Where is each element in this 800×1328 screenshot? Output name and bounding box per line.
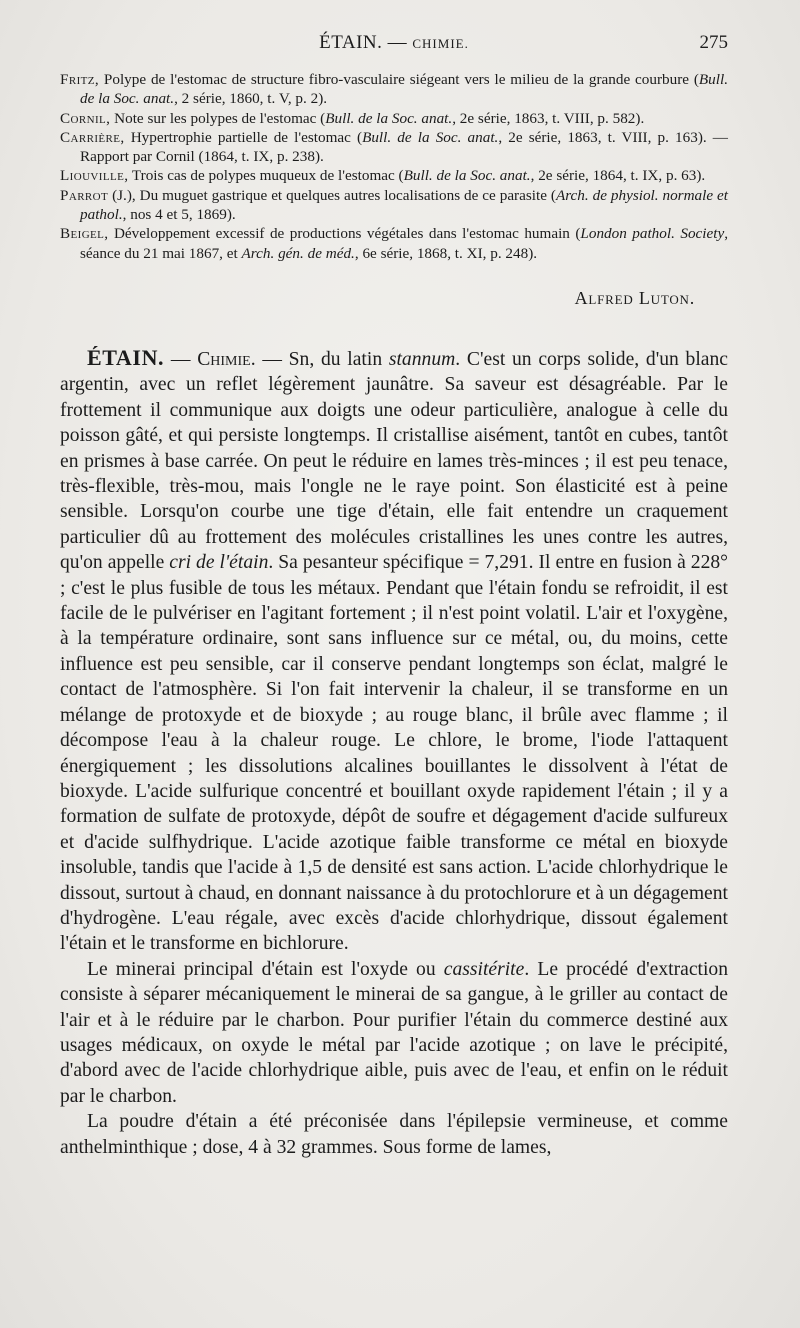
- entry-text: , 2e série, 1863, t. VIII, p. 582).: [452, 109, 645, 127]
- entry-text: , séance du 21 mai 1867, et: [80, 225, 728, 262]
- entry-text: (J.), Du muguet gastrique et quelques autres localisations de ce parasite (: [108, 186, 556, 204]
- entry-journal: Bull. de la Soc. anat.: [403, 167, 531, 185]
- author-signature: Alfred Luton.: [574, 288, 695, 308]
- entry-journal: Arch. de physiol. normale et pathol.: [80, 186, 728, 224]
- entry-text: , 2e série, 1864, t. IX, p. 63).: [530, 167, 706, 185]
- entry-text: Hypertrophie partielle de l'estomac (: [124, 128, 363, 146]
- entry-author: Parrot: [60, 186, 109, 204]
- bibliography-entry: [60, 224, 728, 263]
- running-head: [60, 32, 728, 62]
- entry-text: , 6e série, 1868, t. XI, p. 248).: [354, 244, 538, 262]
- entry-text: Note sur les polypes de l'estomac (: [110, 109, 326, 127]
- italic-term: cri de l'étain: [169, 552, 269, 574]
- article-paragraph: La poudre d'étain a été préconisée dans l'épilepsie vermineuse, et comme anthelminthique ; dose, 4 à 32 grammes. Sous forme de lames,: [60, 1111, 728, 1158]
- article-text: Le minerai principal d'étain est l'oxyde ou: [87, 958, 444, 980]
- article-text: . Le procédé d'extraction consiste à séparer mécaniquement le minerai de sa gangue, à le griller au contact de l'air et à le réduire par le charbon. Pour purifier l'étain du commerce destiné aux usages médicaux, on oxyde le métal par l'acide azotique ; on lave le précipité, d'abord avec de l'acide chlorhydrique aible, puis avec de l'eau, et enfin on le réduit par le charbon.: [60, 958, 728, 1107]
- entry-text: Trois cas de polypes muqueux de l'estomac (: [128, 167, 404, 185]
- running-title-section: CHIMIE.: [412, 36, 469, 51]
- entry-journal: Bull. de la Soc. anat.: [362, 128, 499, 146]
- entry-journal: Arch. gén. de méd.: [241, 244, 355, 262]
- entry-text: Polype de l'estomac de structure fibro-vasculaire siégeant vers le milieu de la grande courbure (: [99, 71, 699, 88]
- entry-text: , 2 série, 1860, t. V, p. 2).: [174, 90, 328, 108]
- bibliography-entry: [60, 128, 728, 167]
- entry-author: Cornil,: [60, 109, 111, 127]
- article-paragraph: [60, 345, 728, 957]
- running-title-main: ÉTAIN. —: [319, 32, 413, 53]
- entry-journal: Bull. de la Soc. anat.: [325, 109, 453, 127]
- entry-author: Liouville,: [60, 167, 129, 185]
- bibliography: [60, 70, 728, 263]
- entry-text: , 2e série, 1863, t. VIII, p. 163). — Rapport par Cornil (1864, t. IX, p. 238).: [80, 128, 728, 166]
- entry-journal: Bull. de la Soc. anat.: [80, 71, 728, 108]
- entry-author: Fritz,: [60, 71, 100, 88]
- bibliography-entry: [60, 109, 728, 128]
- italic-term: cassitérite: [443, 958, 525, 980]
- article-headword: ÉTAIN.: [87, 345, 165, 370]
- entry-text: Développement excessif de productions végétales dans l'estomac humain (: [108, 225, 581, 243]
- article-body: [60, 345, 728, 1160]
- article-text: . Sa pesanteur spécifique = 7,291. Il entre en fusion à 228° ; c'est le plus fusible de tous les métaux. Pendant que l'étain fondu se refroidit, il est facile de le pulvériser en l'agitant fortement ; il n'est point volatil. L'air et l'oxygène, à la température ordinaire, sont sans influence sur ce métal, ou, du moins, cette influence est peu sensible, car il conserve pendant longtemps son éclat, malgré le contact de l'atmosphère. Si l'on fait intervenir la chaleur, il se transforme en un mélange de protoxyde et de bioxyde ; au rouge blanc, il brûle avec flamme ; il décompose l'eau à la chaleur rouge. Le chlore, le brome, l'iode l'attaquent énergiquement ; les dissolutions alcalines bouillantes le dissolvent à l'état de bioxyde. L'acide sulfurique concentré et bouillant oxyde rapidement l'étain ; il y a formation de sulfate de protoxyde, dépôt de soufre et dégagement d'acide sulfureux et d'acide sulfhydrique. L'acide azotique faible transforme ce métal en bioxyde insoluble, tandis que l'acide à 1,5 de densité est sans action. L'acide chlorhydrique le dissout, surtout à chaud, en donnant naissance à du protochlorure et à un dégagement d'hydrogène. L'eau régale, avec excès d'acide chlorhydrique, dissout également l'étain et le transforme en bichlorure.: [60, 552, 729, 955]
- entry-journal: London pathol. Society: [580, 225, 725, 243]
- article-text: — Sn, du latin: [255, 349, 389, 370]
- article-text: —: [164, 349, 198, 370]
- article-section: Chimie.: [197, 349, 256, 370]
- page-number: 275: [699, 32, 728, 53]
- article-text: . C'est un corps solide, d'un blanc argentin, avec un reflet légèrement jaunâtre. Sa saveur est désagréable. Par le frottement il communique aux doigts une odeur particulière, analogue à celle du poisson gâté, et qui persiste longtemps. Il cristallise aisément, tantôt en cubes, tantôt en prismes à base carrée. On peut le réduire en lames très-minces ; il est peu tenace, très-flexible, très-mou, mais l'ongle ne le raye point. Son élasticité est à peine sensible. Lorsqu'on courbe une tige d'étain, elle fait entendre un craquement particulier dû au frottement des molécules cristallines les unes contre les autres, qu'on appelle: [60, 349, 728, 574]
- bibliography-entry: [60, 70, 728, 109]
- bibliography-entry: [60, 186, 728, 225]
- running-title: [60, 32, 728, 54]
- entry-author: Carrière,: [60, 128, 125, 146]
- entry-text: , nos 4 et 5, 1869).: [122, 206, 236, 224]
- entry-author: Beigel,: [60, 225, 109, 243]
- article-paragraph: [60, 957, 728, 1109]
- bibliography-entry: [60, 166, 728, 185]
- latin-term: stannum: [388, 349, 456, 370]
